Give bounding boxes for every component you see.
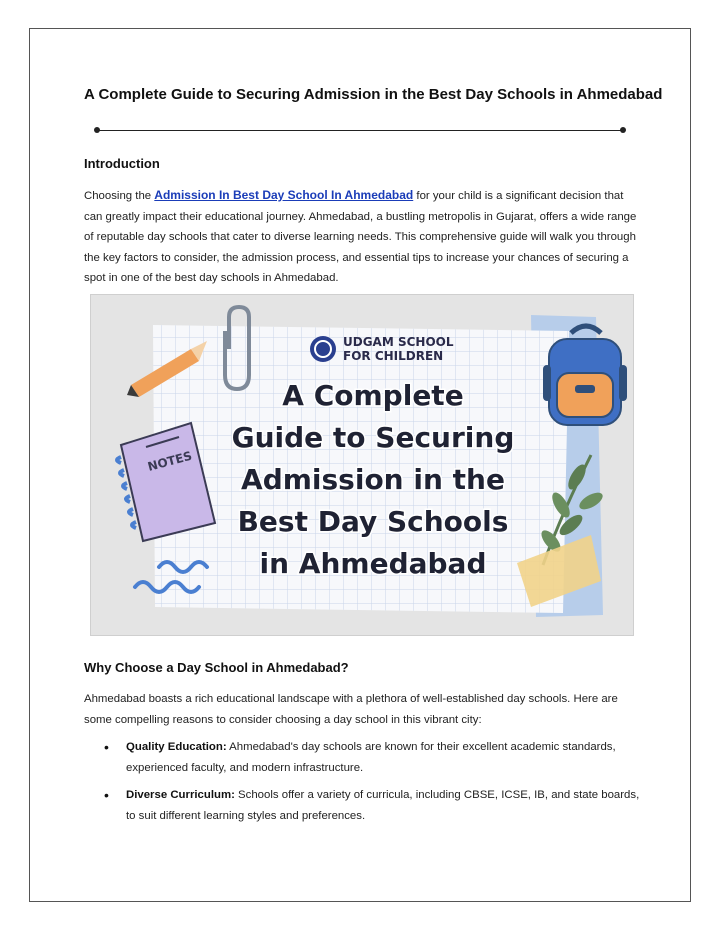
headline-line-2: Guide to Securing — [231, 421, 515, 454]
why-section-intro: Ahmedabad boasts a rich educational landscape with a plethora of well-established day schools. Here are some compelling reasons to consider choosing a day school in this vibrant city: — [84, 693, 618, 726]
headline-line-3: Admission in the — [241, 463, 505, 496]
divider-dot-left — [94, 127, 100, 133]
introduction-paragraph — [84, 185, 644, 289]
bullet-marker-2: • — [104, 787, 109, 803]
headline-line-4: Best Day Schools — [237, 505, 509, 538]
introduction-heading: Introduction — [84, 156, 160, 171]
title-divider — [97, 130, 623, 131]
logo-line-2: FOR CHILDREN — [343, 349, 444, 363]
divider-dot-right — [620, 127, 626, 133]
notes-label: NOTES — [146, 448, 194, 474]
bullet-diverse-curriculum — [126, 785, 646, 826]
bullet-2-label: Diverse Curriculum: — [126, 789, 235, 801]
banner-illustration — [91, 295, 633, 635]
bullet-1-label: Quality Education: — [126, 741, 227, 753]
bullet-2-text: Schools offer a variety of curricula, including CBSE, ICSE, IB, and state boards, to suit different learning styles and preferences. — [126, 789, 640, 822]
why-section-heading: Why Choose a Day School in Ahmedabad? — [84, 660, 349, 675]
banner-image — [90, 294, 634, 636]
bullet-quality-education — [126, 737, 646, 778]
intro-text-end: for your child is a significant decision that can greatly impact their educational journey. Ahmedabad, a bustling metropolis in Gujarat, offers a wide range of reputable day schools that cater to diverse learning needs. This comprehensive guide will walk you through the key factors to consider, the admission process, and essential tips to increase your chances of securing a spot in one of the best day schools in Ahmedabad. — [84, 190, 637, 284]
logo-line-1: UDGAM SCHOOL — [343, 335, 454, 349]
bullet-marker-1: • — [104, 739, 109, 755]
bullet-1-text: Ahmedabad's day schools are known for their excellent academic standards, experienced faculty, and modern infrastructure. — [126, 741, 616, 774]
admission-link[interactable]: Admission In Best Day School In Ahmedabad — [154, 188, 414, 202]
headline-line-5: in Ahmedabad — [259, 547, 487, 580]
document-title: A Complete Guide to Securing Admission in the Best Day Schools in Ahmedabad — [84, 86, 663, 103]
headline-line-1: A Complete — [282, 379, 464, 412]
intro-text-start: Choosing the — [84, 190, 155, 202]
